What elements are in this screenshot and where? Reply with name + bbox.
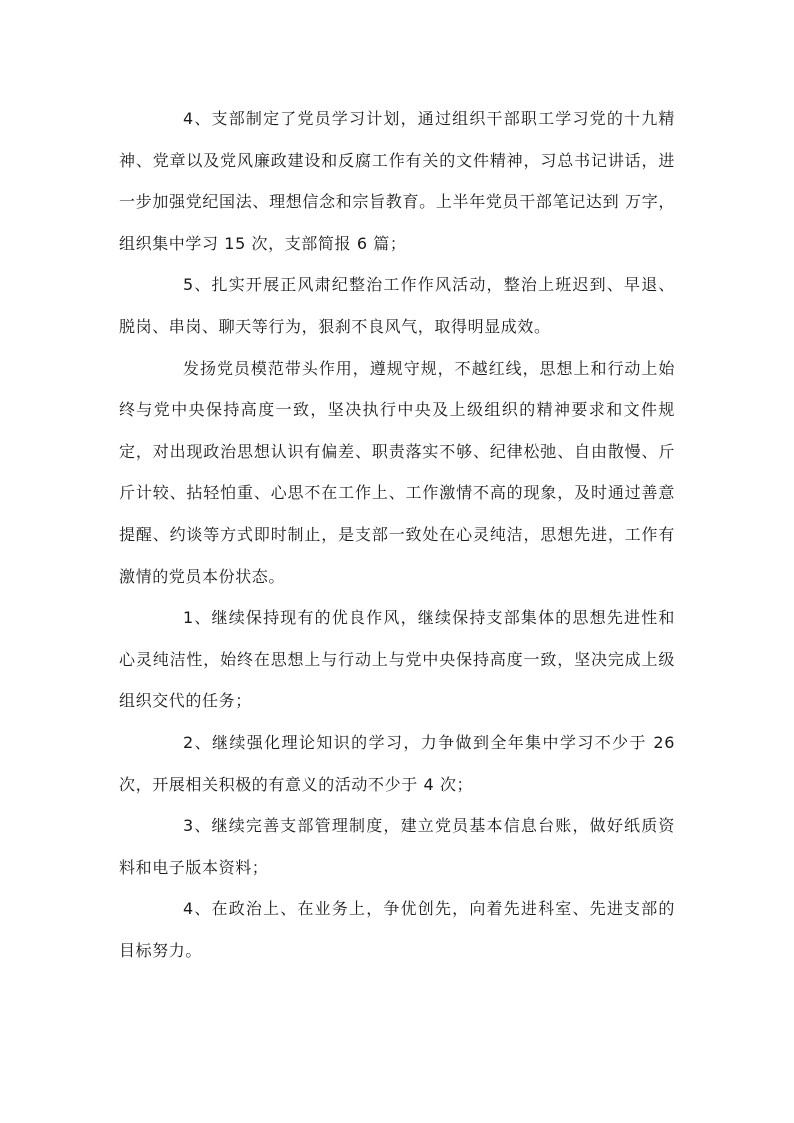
document-body	[119, 98, 675, 971]
paragraph-plan-4: 4、在政治上、在业务上，争优创先，向着先进科室、先进支部的目标努力。	[119, 899, 675, 960]
paragraph-study-plan: 4、支部制定了党员学习计划，通过组织干部职工学习党的十九精神、党章以及党风廉政建设和反腐工作有关的文件精神，习总书记讲话，进一步加强党纪国法、理想信念和宗旨教育。上半年党员干部笔记达到 万字，组织集中学习 15 次，支部简报 6 篇；	[119, 109, 675, 253]
paragraph-plan-1: 1、继续保持现有的优良作风，继续保持支部集体的思想先进性和心灵纯洁性，始终在思想上与行动上与党中央保持高度一致，坚决完成上级组织交代的任务；	[119, 608, 675, 711]
paragraph-party-role: 发扬党员模范带头作用，遵规守规，不越红线，思想上和行动上始终与党中央保持高度一致，坚决执行中央及上级组织的精神要求和文件规定，对出现政治思想认识有偏差、职责落实不够、纪律松弛、自由散慢、斤斤计较、拈轻怕重、心思不在工作上、工作激情不高的现象，及时通过善意提醒、约谈等方式即时制止，是支部一致处在心灵纯洁，思想先进，工作有激情的党员本份状态。	[119, 358, 675, 586]
paragraph-work-style: 5、扎实开展正风肃纪整治工作作风活动，整治上班迟到、早退、脱岗、串岗、聊天等行为，狠刹不良风气，取得明显成效。	[119, 275, 675, 336]
paragraph-plan-2: 2、继续强化理论知识的学习，力争做到全年集中学习不少于 26 次，开展相关积极的有意义的活动不少于 4 次；	[119, 732, 675, 794]
paragraph-plan-3: 3、继续完善支部管理制度，建立党员基本信息台账，做好纸质资料和电子版本资料；	[119, 816, 675, 877]
